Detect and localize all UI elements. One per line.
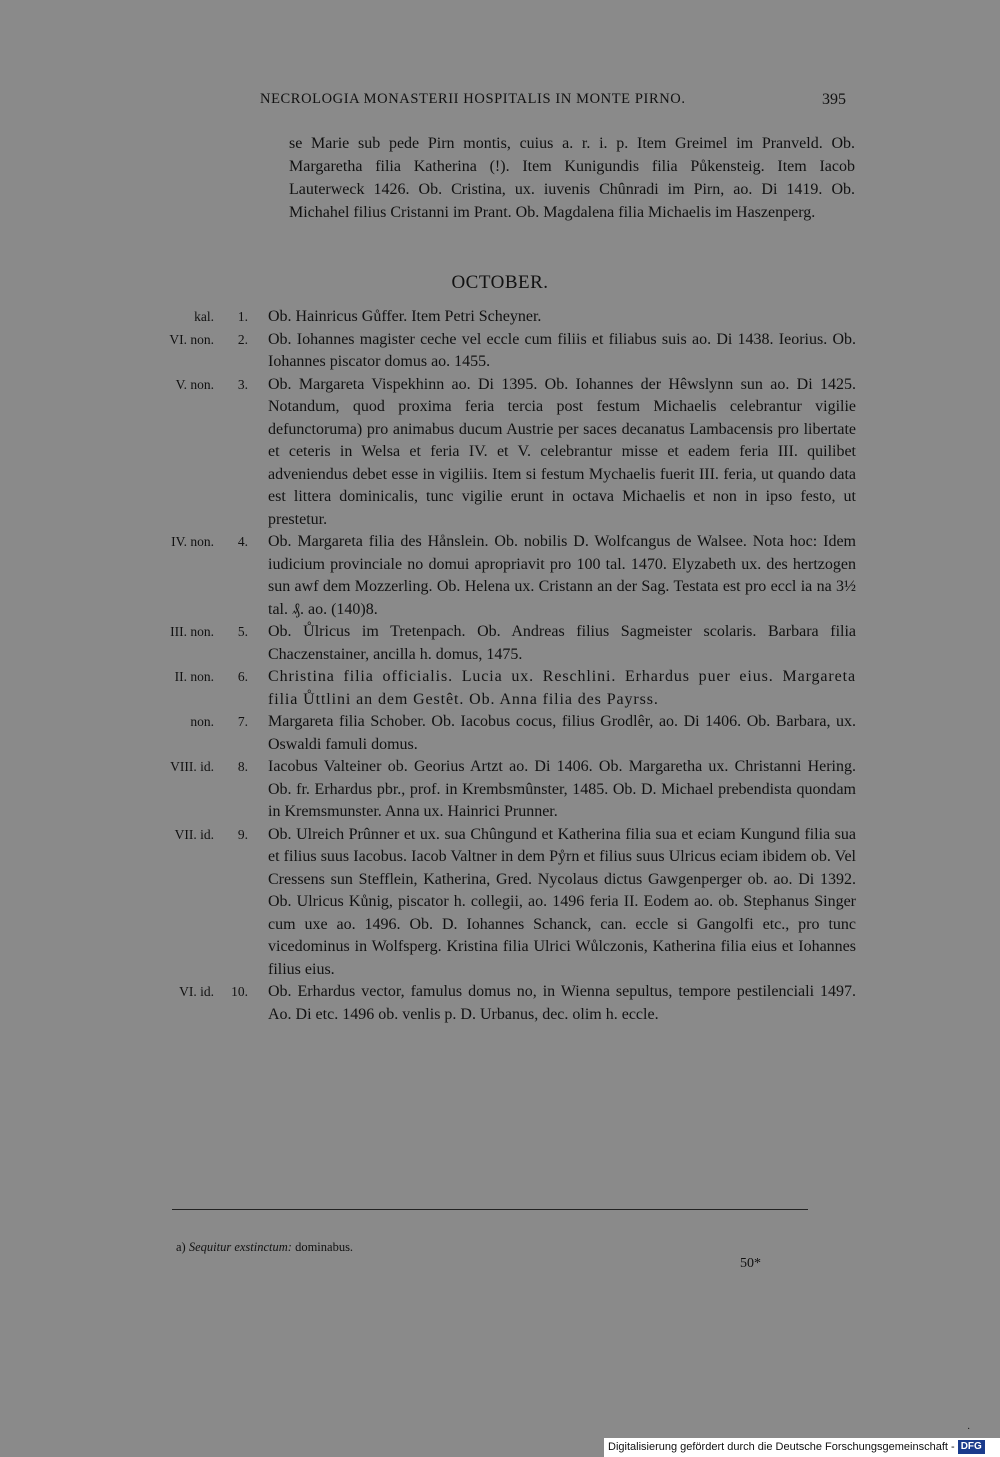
entry-date: III. non. bbox=[170, 624, 214, 639]
calendar-entry bbox=[0, 824, 1000, 982]
footnote-italic: Sequitur exstinctum: bbox=[188, 1240, 292, 1254]
page-number: 395 bbox=[822, 91, 846, 108]
digitization-footer bbox=[604, 1438, 1000, 1457]
entry-text: Iacobus Valteiner ob. Georius Artzt ao. Di 1406. Ob. Margaretha ux. Christanni Hering. Ob. fr. Erhardus pbr., prof. in Krembsmûnster, 1485. Ob. D. Michael prebendista quondam in Kremsmunster. Anna ux. Hainrici Prunner. bbox=[268, 758, 856, 820]
footer-text: Digitalisierung gefördert durch die Deutsche Forschungsgemeinschaft - bbox=[608, 1441, 955, 1453]
entry-date: non. bbox=[190, 714, 214, 729]
entry-text: Ob. Erhardus vector, famulus domus no, in Wienna sepultus, tempore pestilenciali 1497. Ao. Di etc. 1496 ob. venlis p. D. Urbanus, dec. olim h. eccle. bbox=[268, 983, 856, 1023]
footnote-text: dominabus. bbox=[295, 1240, 354, 1254]
calendar-entry bbox=[0, 374, 1000, 532]
calendar-entry bbox=[0, 306, 1000, 329]
entry-text: Christina filia officialis. Lucia ux. Reschlini. Erhardus puer eius. Margareta filia Ůttlini an dem Gestêt. Ob. Anna filia des Payrss. bbox=[268, 668, 856, 708]
calendar-entry bbox=[0, 531, 1000, 621]
entry-date: VIII. id. bbox=[170, 759, 214, 774]
running-header: NECROLOGIA MONASTERII HOSPITALIS IN MONTE PIRNO. bbox=[260, 91, 686, 107]
entry-date: VII. id. bbox=[174, 826, 214, 842]
entry-number: 7. bbox=[237, 714, 248, 729]
calendar-entry bbox=[0, 981, 1000, 1026]
dfg-logo: DFG bbox=[958, 1440, 985, 1454]
calendar-entry bbox=[0, 756, 1000, 824]
entry-text: Margareta filia Schober. Ob. Iacobus cocus, filius Grodlêr, ao. Di 1406. Ob. Barbara, ux. Oswaldi famuli domus. bbox=[268, 713, 856, 753]
entry-number: 9. bbox=[237, 826, 248, 842]
entry-number: 5. bbox=[237, 624, 248, 639]
entry-text: Ob. Ulreich Prûnner et ux. sua Chûngund et Katherina filia sua et eciam Kungund filia sua et filius suus Iacobus. Iacob Valtner in dem Pẙrn et filius suus Ulricus eciam ibidem ob. Vel Cressens sun Stefflein, Katherina, Gred. Nycolaus dictus Gawgenperger ob. ao. Di 1392. Ob. Ulricus Kůnig, piscator h. collegii, ao. 1496 feria II. Eodem ao. ob. Stephanus Singer cum uxe ao. 1496. Ob. D. Iohannes Schanck, can. eccle si Gangolfi etc., pro tunc vicedominus in Wolfsperg. Kristina filia Ulrici Wůlczonis, Katherina filia eius et Iohannes filius eius. bbox=[268, 825, 856, 978]
entry-text: Ob. Ůlricus im Tretenpach. Ob. Andreas filius Sagmeister scolaris. Barbara filia Chaczenstainer, ancilla h. domus, 1475. bbox=[268, 623, 856, 663]
entry-date: V. non. bbox=[175, 376, 214, 392]
entry-number: 2. bbox=[237, 331, 248, 347]
calendar-entries bbox=[0, 306, 1000, 1026]
entry-date: VI. non. bbox=[169, 331, 214, 347]
calendar-entry bbox=[0, 621, 1000, 666]
entry-date: IV. non. bbox=[171, 534, 214, 549]
entry-number: 1. bbox=[237, 309, 248, 324]
month-heading: OCTOBER. bbox=[451, 272, 549, 293]
signature-mark: 50* bbox=[740, 1256, 761, 1271]
entry-date: VI. id. bbox=[179, 984, 214, 999]
calendar-entry bbox=[0, 329, 1000, 374]
calendar-entry bbox=[0, 711, 1000, 756]
entry-text: Ob. Hainricus Gůffer. Item Petri Scheyner. bbox=[268, 308, 542, 325]
entry-number: 4. bbox=[237, 534, 248, 549]
intro-paragraph: se Marie sub pede Pirn montis, cuius a. r. i. p. Item Greimel im Pranveld. Ob. Margaretha filia Katherina (!). Item Kunigundis filia Půkensteig. Item Iacob Lauterweck 1426. Ob. Cristina, ux. iuvenis Chûnradi im Pirn, ao. Di 1419. Ob. Michahel filius Cristanni im Prant. Ob. Magdalena filia Michaelis im Haszenperg. bbox=[289, 135, 855, 221]
calendar-entry bbox=[0, 666, 1000, 711]
entry-number: 3. bbox=[237, 376, 248, 392]
footnote-marker: a) bbox=[176, 1240, 186, 1254]
entry-date: kal. bbox=[194, 309, 214, 324]
corner-mark: · bbox=[967, 1424, 971, 1435]
footnote bbox=[176, 1240, 353, 1255]
entry-text: Ob. Margareta filia des Hånslein. Ob. nobilis D. Wolfcangus de Walsee. Nota hoc: Idem iudicium provinciale no domui apropriavit pro 100 tal. 1470. Elyzabeth ux. des hertzogen sun awf dem Mozzerling. Ob. Helena ux. Cristann an der Sag. Testata est pro eccl ia na 3½ tal. ₰. ao. (140)8. bbox=[268, 533, 856, 618]
entry-number: 10. bbox=[231, 984, 248, 999]
entry-text: Ob. Margareta Vispekhinn ao. Di 1395. Ob. Iohannes der Hêwslynn sun ao. Di 1425. Notandum, quod proxima feria tercia post festum Michaelis celebrantur vigilie defunctoruma) pro animabus ducum Austrie per saces decanatus Lambacensis pro libertate et ceteris in Welsa et feria IV. et V. celebrantur misse et eadem feria III. quilibet adveniendus debet esse in vigiliis. Item si festum Mychaelis fuerit III. feria, ut quando data est littera dominicalis, tunc vigilie erunt in octava Michaelis et non in ipso festo, ut prestetur. bbox=[268, 375, 856, 528]
footnote-divider bbox=[172, 1209, 808, 1210]
entry-number: 6. bbox=[237, 669, 248, 684]
entry-text: Ob. Iohannes magister ceche vel eccle cum filiis et filiabus suis ao. Di 1438. Ieorius. Ob. Iohannes piscator domus ao. 1455. bbox=[268, 330, 856, 370]
entry-date: II. non. bbox=[174, 669, 214, 684]
entry-number: 8. bbox=[237, 759, 248, 774]
